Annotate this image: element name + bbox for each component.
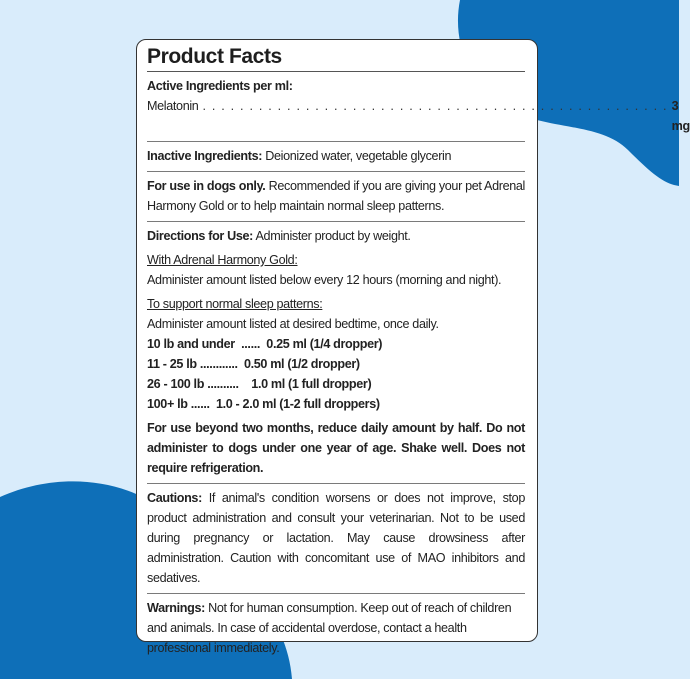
- use-text: Recommended if you are giving your pet Adrenal Harmony Gold or to help maintain normal sleep patterns.: [147, 179, 525, 213]
- product-facts-panel: [136, 39, 690, 655]
- ingredient-name: Melatonin: [147, 99, 199, 113]
- cautions-text: If animal's condition worsens or does not improve, stop product administration and consult your veterinarian. Not to be used during pregnancy or lactation. May cause drowsiness after administration. Caution with concomitant use of MAO inhibitors and sedatives.: [147, 491, 525, 585]
- active-ingredients-heading: Active Ingredients per ml:: [147, 79, 293, 93]
- dose-row: 100+ lb ...... 1.0 - 2.0 ml (1-2 full droppers): [147, 397, 380, 411]
- dose-row: 10 lb and under ...... 0.25 ml (1/4 dropper): [147, 337, 383, 351]
- active-ingredients-section: [147, 72, 690, 141]
- use-label: For use in dogs only.: [147, 179, 266, 193]
- directions-label: Directions for Use:: [147, 229, 254, 243]
- sleep-text: Administer amount listed at desired bedtime, once daily.: [147, 317, 439, 331]
- ingredient-amount: 3 mg: [671, 99, 690, 133]
- dose-row: 26 - 100 lb .......... 1.0 ml (1 full dropper): [147, 377, 372, 391]
- inactive-ingredients-section: [147, 142, 525, 171]
- directions-section: [147, 222, 525, 483]
- warnings-section: [147, 594, 525, 663]
- ingredient-row: [147, 96, 690, 136]
- warnings-text: Not for human consumption. Keep out of reach of children and animals. In case of accidental overdose, contact a health professional immediately.: [147, 601, 512, 655]
- leader-dots: . . . . . . . . . . . . . . . . . . . . . . . . . . . . . . . . . . . . . . . . . . . . . . . . . .: [202, 99, 668, 113]
- product-facts-title: Product Facts: [147, 45, 282, 68]
- use-section: [147, 172, 525, 221]
- cautions-section: [147, 484, 525, 593]
- directions-note: For use beyond two months, reduce daily amount by half. Do not administer to dogs under one year of age. Shake well. Does not require refrigeration.: [147, 421, 525, 475]
- ahg-heading: With Adrenal Harmony Gold:: [147, 253, 298, 267]
- inactive-text: Deionized water, vegetable glycerin: [265, 149, 452, 163]
- directions-text: Administer product by weight.: [255, 229, 411, 243]
- dose-row: 11 - 25 lb ............ 0.50 ml (1/2 dropper): [147, 357, 360, 371]
- warnings-label: Warnings:: [147, 601, 205, 615]
- ahg-text: Administer amount listed below every 12 hours (morning and night).: [147, 273, 502, 287]
- inactive-label: Inactive Ingredients:: [147, 149, 263, 163]
- sleep-heading: To support normal sleep patterns:: [147, 297, 323, 311]
- cautions-label: Cautions:: [147, 491, 202, 505]
